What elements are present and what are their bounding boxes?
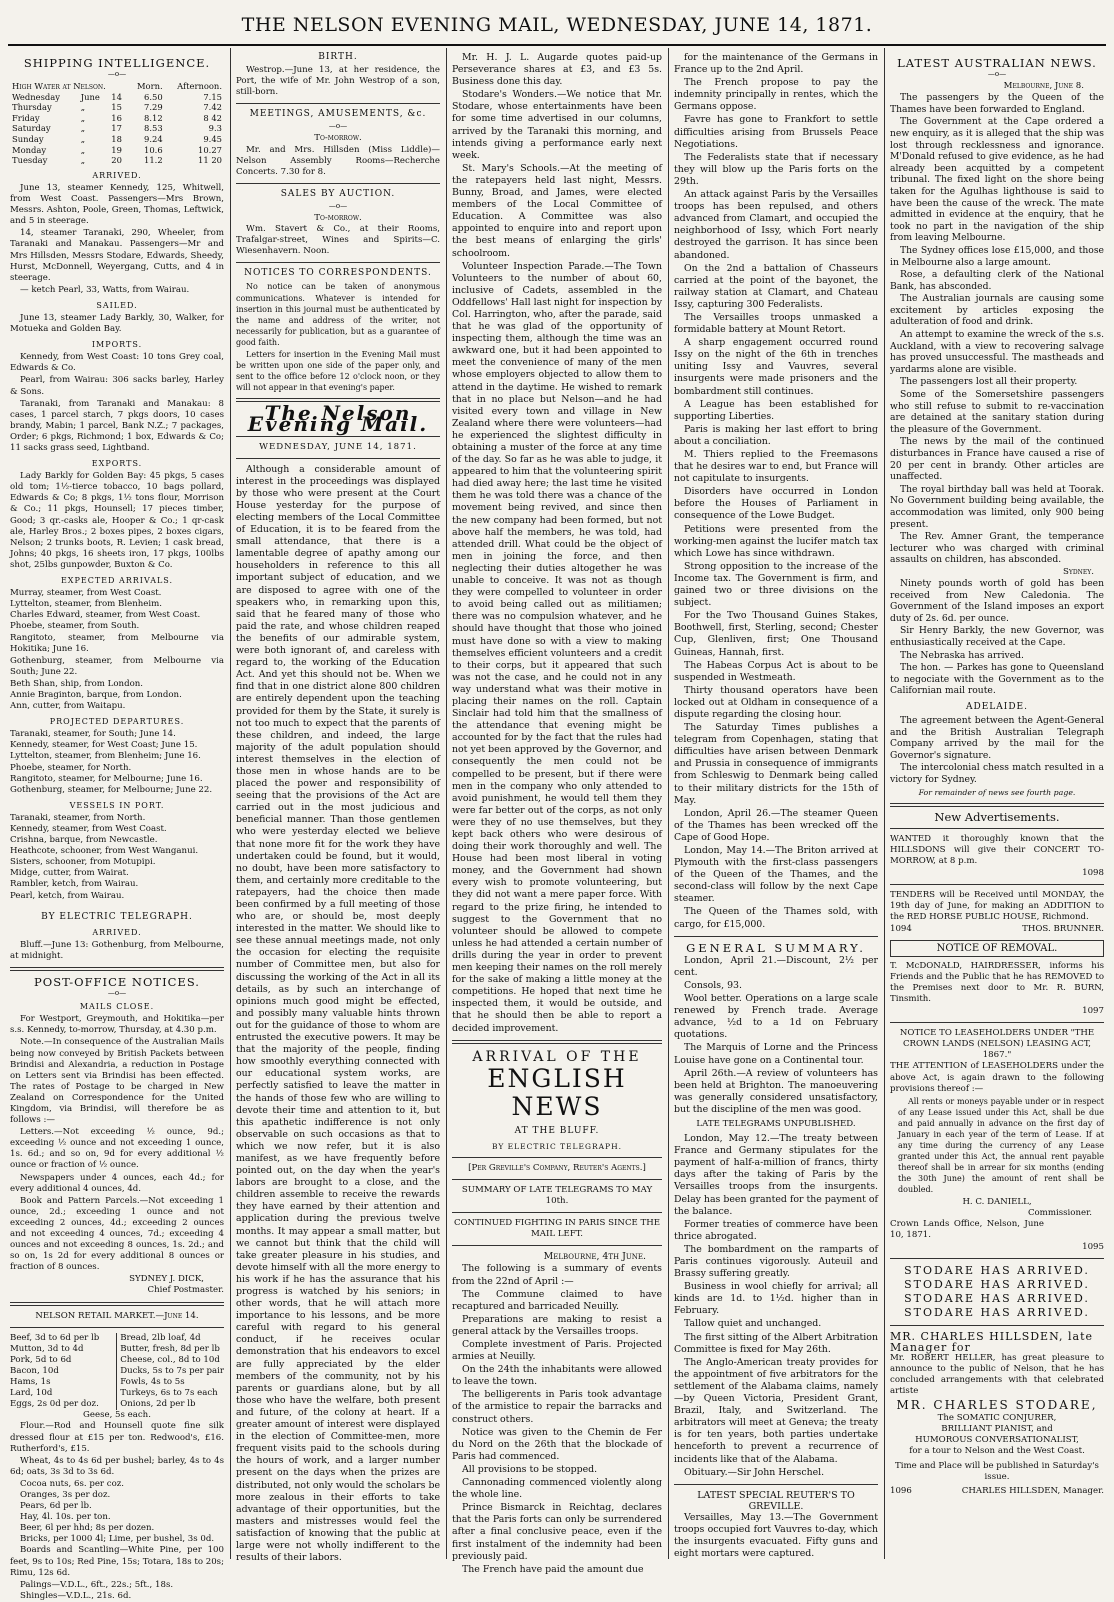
shipping-title: SHIPPING INTELLIGENCE. xyxy=(23,56,211,70)
column-5 xyxy=(890,52,1104,1559)
late-telegrams-heading: LATE TELEGRAMS UNPUBLISHED. xyxy=(696,1118,856,1129)
tide-morn: 8.12 xyxy=(144,112,163,123)
ornament: —o— xyxy=(107,989,127,998)
late-item: The Anglo-American treaty provides for the appointment of five arbitrators for the settlement of the Alabama claims, namely—by Queen Victoria, President Grant, Brazil, Italy, and Switzerland. The arbitrators will meet at Geneva; the treaty is for ten years, both parties undertake henceforth to prevent a recurrence of incidents like that of the Alabama. xyxy=(674,1356,878,1465)
projected-entry: Phoebe, steamer, for North. xyxy=(10,762,132,773)
section-rule xyxy=(452,1157,662,1158)
ornament: —o— xyxy=(987,70,1007,79)
australian-news-heading: LATEST AUSTRALIAN NEWS. xyxy=(897,56,1097,70)
tide-morn: 8.53 xyxy=(144,123,163,134)
arrival-entry: June 13, steamer Kennedy, 125, Whitwell, from West Coast. Passengers—Mrs Brown, Messrs. Ashton, Poole, Green, Thomas, Leftwick, and 5 in steerage. xyxy=(10,182,224,227)
meetings-heading: MEETINGS, AMUSEMENTS, &c. xyxy=(249,109,427,120)
news-item: An attack against Paris by the Versailles troops has been repulsed, and others advanced from Clamart, and occupied the neighborhood of Issy, which Fort nearly destroyed the garrison. It has since been abandoned. xyxy=(674,189,878,261)
ad-footer xyxy=(890,924,1104,935)
section-rule xyxy=(10,1327,224,1328)
market-item: Bacon, 10d xyxy=(10,1365,59,1376)
tide-day: Monday xyxy=(12,144,47,155)
tide-day: Sunday xyxy=(12,134,44,145)
expected-entry: Lyttelton, steamer, from Blenheim. xyxy=(10,599,162,610)
tide-day: Saturday xyxy=(12,123,51,134)
tide-header-row xyxy=(10,81,224,92)
news-item: The Versailles troops unmasked a formidable battery at Mount Retort. xyxy=(674,311,878,336)
section-rule xyxy=(10,1302,224,1306)
lease-office: Crown Lands Office, Nelson, June 10, 1871. xyxy=(890,1218,1044,1240)
news-item: Petitions were presented from the working-men against the lucifer match tax which Lowe has since withdrawn. xyxy=(674,523,878,559)
projected-entry: Rangitoto, steamer, for Melbourne; June 16. xyxy=(10,773,203,784)
exports-heading: EXPORTS. xyxy=(91,459,143,469)
market-prices xyxy=(10,1333,224,1411)
news-item: The French have paid the amount due xyxy=(462,1563,644,1575)
general-summary-heading: GENERAL SUMMARY. xyxy=(686,940,866,955)
auction-entry: Wm. Stavert & Co., at their Rooms, Trafalgar-street, Wines and Spirits—C. Wiesenhavern. Noon. xyxy=(236,224,440,257)
column-1 xyxy=(10,52,224,1601)
section-rule xyxy=(452,1212,662,1213)
sailed-entry: June 13, steamer Lady Barkly, 30, Walker, for Motueka and Golden Bay. xyxy=(10,312,224,335)
postmaster-title: Chief Postmaster. xyxy=(147,1285,224,1296)
inport-entry: Midge, cutter, from Wairat. xyxy=(10,868,129,879)
section-rule xyxy=(452,1179,662,1180)
section-rule xyxy=(890,803,1104,807)
tide-header-place: High Water at Nelson. xyxy=(12,81,106,92)
inport-entry: Kennedy, steamer, from West Coast. xyxy=(10,824,167,834)
section-rule xyxy=(10,967,224,971)
mail-notice: For Westport, Greymouth, and Hokitika—per s.s. Kennedy, to-morrow, Thursday, at 4.30 p.m. xyxy=(10,1014,224,1036)
tide-row xyxy=(10,134,224,145)
arrived-heading: ARRIVED. xyxy=(92,170,142,180)
notice-text: No notice can be taken of anonymous communications. Whatever is intended for insertion in this journal must be authenticated by the name and address of the writer, not necessarily for publication, but as a guarantee of good faith. xyxy=(236,282,440,347)
sydney-item: Ninety pounds worth of gold has been received from New Caledonia. The Government of the Island imposes an export duty of 2s. 6d. per ounce. xyxy=(890,578,1104,624)
ad-signature: CHARLES HILLSDEN, Manager. xyxy=(961,1486,1104,1497)
news-item: A sharp engagement occurred round Issy on the night of the 6th in trenches uniting Issy and Vauvres, several insurgents were made prisoners and the bombardment still continues. xyxy=(674,337,878,397)
meeting-entry: Mr. and Mrs. Hillsden (Miss Liddle)—Nelson Assembly Rooms—Recherche Concerts. 7.30 for 8. xyxy=(236,144,440,177)
section-rule xyxy=(890,1022,1104,1023)
aus-item: An attempt to examine the wreck of the s.s. Auckland, with a view to recovering salvage has proved unsuccessful. The mastheads and yardarms alone are visible. xyxy=(890,329,1104,375)
ad-text: T. McDONALD, HAIRDRESSER, informs his Friends and the Public that he has REMOVED to the Premises next door to Mr. R. BURN, Tinsmith. xyxy=(890,960,1104,1004)
projected-entry: Taranaki, steamer, for South; June 14. xyxy=(10,729,176,740)
aus-item: The Rev. Amner Grant, the temperance lecturer who was charged with criminal assaults on children, has absconded. xyxy=(890,531,1104,566)
tide-day: Tuesday xyxy=(12,155,48,166)
adelaide-item: The intercolonial chess match resulted in a victory for Sydney. xyxy=(890,762,1104,786)
tide-row xyxy=(10,92,224,103)
projected-heading: PROJECTED DEPARTURES. xyxy=(49,717,185,727)
aus-item: The news by the mail of the continued disturbances in France have caused a rise of 20 per cent in brandy. Other articles are unaffected. xyxy=(890,436,1104,483)
market-item: Bread, 2lb loaf, 4d xyxy=(120,1332,201,1343)
market-item: Beer, 6l per hhd; 8s per dozen. xyxy=(20,1523,155,1534)
news-item: Complete investment of Paris. Projected armies at Neuilly. xyxy=(452,1339,662,1363)
late-item: Obituary.—Sir John Herschel. xyxy=(684,1466,825,1478)
tide-day: Friday xyxy=(12,112,40,123)
section-rule xyxy=(236,103,440,104)
time-place-line: Time and Place will be published in Saturday's issue. xyxy=(895,1461,1099,1483)
stodare-line: STODARE HAS ARRIVED. xyxy=(904,1278,1090,1291)
news-item: The Commune claimed to have recaptured and barricaded Neuilly. xyxy=(452,1288,662,1312)
arrival-of-the-heading: ARRIVAL OF THE xyxy=(472,1048,642,1065)
market-title: NELSON RETAIL MARKET.—June 14. xyxy=(35,1310,199,1321)
hillsden-name: MR. CHARLES HILLSDEN, late Manager for xyxy=(890,1330,1093,1355)
ad-signature: THOS. BRUNNER. xyxy=(1022,924,1104,935)
ad-number: 1098 xyxy=(1082,868,1104,879)
section-rule xyxy=(452,1040,662,1044)
news-item: M. Thiers replied to the Freemasons that he desires war to end, but France will not capitulate to insurgents. xyxy=(674,449,878,485)
column-divider xyxy=(884,48,885,1559)
sydney-heading: Sydney. xyxy=(1063,566,1094,577)
stodare-line: STODARE HAS ARRIVED. xyxy=(904,1292,1090,1305)
tide-date: 16 xyxy=(111,112,122,123)
news-item: Notice was given to the Chemin de Fer du Nord on the 26th that the blockade of Paris had commenced. xyxy=(452,1426,662,1462)
mail-notice: Letters.—Not exceeding ½ ounce, 9d.; exceeding ½ ounce and not exceeding 1 ounce, 1s. 6d.; and so on, 9d for every additional ½ ounce or fraction of ½ ounce. xyxy=(10,1127,224,1171)
column-4 xyxy=(674,52,878,1559)
brilliant-line: BRILLIANT PIANIST, and xyxy=(941,1423,1053,1434)
tide-day: Wednesday xyxy=(12,91,60,102)
inport-entry: Crishna, barque, from Newcastle. xyxy=(10,835,158,846)
aus-item: The Sydney offices lose £15,000, and those in Melbourne also a large amount. xyxy=(890,244,1104,268)
market-item: Turkeys, 6s to 7s each xyxy=(120,1388,218,1399)
sailed-heading: SAILED. xyxy=(96,300,138,310)
tide-day: Thursday xyxy=(12,102,52,113)
market-item: Pork, 5d to 6d xyxy=(10,1354,72,1365)
import-entry: Taranaki, from Taranaki and Manakau: 8 cases, 1 parcel starch, 7 pkgs doors, 10 cases brandy, Mabin; 1 parcel, Bank N.Z.; 7 packages, Order; 6 pkgs, Richmond; 1 box, Edwards & Co; 11 sacks grass seed, Lightband. xyxy=(10,398,224,453)
ad-tenders xyxy=(890,890,1104,935)
projected-entry: Lyttelton, steamer, from Blenheim; June 16. xyxy=(10,751,201,762)
news-item: The following is a summary of events from the 22nd of April :— xyxy=(452,1263,662,1287)
expected-entry: Rangitoto, steamer, from Melbourne via Hokitika; June 16. xyxy=(10,632,224,654)
birth-heading: BIRTH. xyxy=(318,52,358,62)
mail-notice: Newspapers under 4 ounces, each 4d.; for every additional 4 ounces, 4d. xyxy=(10,1172,224,1194)
notice-text: Letters for insertion in the Evening Mail must be written upon one side of the paper only, and sent to the office before 12 o'clock noon, or they will not appear in that evening's paper. xyxy=(236,349,440,393)
section-rule xyxy=(452,1245,662,1246)
ad-number: 1095 xyxy=(1082,1241,1104,1252)
local-news-item: Mr. H. J. L. Augarde quotes paid-up Perseverance shares at £3, and £3 5s. Business done this day. xyxy=(452,52,662,88)
adelaide-item: The agreement between the Agent-General and the British Australian Telegraph Company arrived by the mail for the Governor's signature. xyxy=(890,715,1104,761)
tide-table xyxy=(10,81,224,166)
expected-entry: Gothenburg, steamer, from Melbourne via South; June 22. xyxy=(10,655,224,677)
news-item: The Saturday Times publishes a telegram from Copenhagen, stating that difficulties have arisen between Denmark and Prussia in consequence of immigrants from Schleswig to Denmark being called to their military districts for the 15th of May. xyxy=(674,722,878,806)
expected-entry: Murray, steamer, from West Coast. xyxy=(10,588,162,599)
tide-date: 17 xyxy=(111,123,122,134)
tide-afternoon: 7.15 xyxy=(203,91,222,102)
export-entry: Lady Barkly for Golden Bay: 45 pkgs, 5 cases old tom; 1½-tierce tobacco, 10 bags pollard, Edwards & Co; 8 pkgs, 1½ tons flour, Morrison & Co.; 11 pkgs, Hounsell; 17 pieces timber, Good; 3 qr.-casks ale, Hooper & Co.; 1 qr-cask ale, Harley Bros.; 2 boxes pipes, 2 boxes cigars, Nelson; 2 trunks boots, R. Levien; 1 cask bread, Johns; 40 pkgs, 16 sheets iron, 17 pkgs, 100lbs shot, 25lbs gunpowder, Buxton & Co. xyxy=(10,471,224,570)
tide-afternoon: 9.45 xyxy=(203,134,222,145)
expected-entry: Phoebe, steamer, from South. xyxy=(10,621,140,632)
tide-date: 15 xyxy=(111,102,122,113)
tide-month: „ xyxy=(80,144,86,155)
news-item: Cannonading commenced violently along the whole line. xyxy=(452,1477,662,1501)
by-telegraph-label: BY ELECTRIC TELEGRAPH. xyxy=(491,1141,623,1151)
market-item: Beef, 3d to 6d per lb xyxy=(10,1332,100,1343)
tide-month: „ xyxy=(80,134,86,145)
tour-line: for a tour to Nelson and the West Coast. xyxy=(909,1445,1085,1456)
section-rule xyxy=(236,262,440,263)
paper-nameplate: The Nelson Evening Mail. xyxy=(247,401,429,437)
inport-entry: Taranaki, steamer, from North. xyxy=(10,812,146,823)
continued-heading: CONTINUED FIGHTING IN PARIS SINCE THE MAIL LEFT. xyxy=(453,1218,661,1240)
reuter-heading: LATEST SPECIAL REUTER'S TO GREVILLE. xyxy=(697,1489,855,1512)
masthead-rule xyxy=(8,44,1106,46)
import-entry: Pearl, from Wairau: 306 sacks barley, Harley & Sons. xyxy=(10,375,224,397)
market-right xyxy=(116,1333,224,1411)
market-item: Fowls, 4s to 5s xyxy=(120,1377,185,1388)
section-rule xyxy=(890,884,1104,885)
tide-afternoon: 10.27 xyxy=(198,144,222,155)
news-item: Preparations are making to resist a general attack by the Versailles troops. xyxy=(452,1313,662,1337)
news-item: London, April 26.—The steamer Queen of the Thames has been wrecked off the Cape of Good Hope. xyxy=(674,807,878,843)
news-dateline: Melbourne, 4th June. xyxy=(543,1251,646,1263)
news-item: A League has been established for supporting Liberties. xyxy=(674,398,878,422)
telegraph-entry: Bluff.—June 13: Gothenburg, from Melbourne, at midnight. xyxy=(10,939,224,961)
section-rule xyxy=(890,1325,1104,1326)
local-news-item: St. Mary's Schools.—At the meeting of the ratepayers held last night, Messrs. Bunny, Broad, and James, were elected members of the Local Committee of Education. A Committee was also appointed to enquire into and report upon the best means of enlarging the girls' schoolroom. xyxy=(452,162,662,259)
projected-entry: Kennedy, steamer, for West Coast; June 15. xyxy=(10,740,198,751)
news-item: The Habeas Corpus Act is about to be suspended in Westmeath. xyxy=(674,659,878,683)
tide-morn: 11.2 xyxy=(144,155,163,166)
tide-row xyxy=(10,102,224,113)
expected-entry: Annie Braginton, barque, from London. xyxy=(10,689,182,700)
news-item: Disorders have occurred in London before the Houses of Parliament in consequence of the Lowe Budget. xyxy=(674,486,878,522)
news-item: The Federalists state that if necessary they will blow up the Paris forts on the 29th. xyxy=(674,151,878,187)
ornament: —o— xyxy=(328,201,348,210)
ad-footer xyxy=(890,1486,1104,1497)
telegraph-heading: BY ELECTRIC TELEGRAPH. xyxy=(41,911,193,922)
aus-item: The Government at the Cape ordered a new enquiry, as it is alleged that the ship was lost through recklessness and ignorance. M'Donald refused to give evidence, as he had already been acquitted by a competent tribunal. The fixed light on the shore being taken for the Agulhas lighthouse is said to have been the cause of the wreck. The mate admitted in evidence at the enquiry, that he took no part in the navigation of the ship from leaving Melbourne. xyxy=(890,116,1104,244)
import-entry: Kennedy, from West Coast: 10 tons Grey coal, Edwards & Co. xyxy=(10,352,224,374)
news-item: On the 2nd a battalion of Chasseurs carried at the point of the bayonet, the railway station at Clamart, and Chateau Issy, capturing 300 Federalists. xyxy=(674,262,878,310)
late-item: Business in wool chiefly for arrival; all kinds are 1d. to 1½d. higher than in February. xyxy=(674,1281,878,1317)
tide-morn: 7.29 xyxy=(144,102,163,113)
mail-notice: Book and Pattern Parcels.—Not exceeding 1 ounce, 2d.; exceeding 1 ounce and not exceeding 2 ounces, 4d.; exceeding 2 ounces and not exceeding 4 ounces, 7d.; exceeding 4 ounces and not exceeding 8 ounces, 1s. 2d.; and so on, 1s 2d for every additional 8 ounces or fraction of 8 ounces. xyxy=(10,1195,224,1273)
lease-body: All rents or moneys payable under or in respect of any Lease issued under this Act, shall be due and paid annually in advance on the first day of January in each year of the term of Lease. If at any time during the currency of any Lease granted under this Act, the annual rent payable thereof shall be in arrear for six months (ending the 30th June) the amount of rent shall be doubled. xyxy=(898,1096,1104,1195)
reuter-item: Versailles, May 13.—The Government troops occupied fort Vauvres to-day, which the insurgents evacuated. Fifty guns and eight mortars were captured. xyxy=(674,1511,878,1560)
mails-heading: MAILS CLOSE. xyxy=(79,1002,155,1012)
mail-notice: Note.—In consequence of the Australian Mails being now conveyed by British Packets between Brindisi and Alexandria, a reduction in Postage on Letters sent via Brindisi has been effected. The rates of Postage to be charged in New Zealand on Correspondence for the United Kingdom, via Brindisi, will therefore be as follows :— xyxy=(10,1037,224,1126)
english-news-heading: ENGLISH NEWS xyxy=(487,1063,627,1121)
market-item: Pears, 6d per lb. xyxy=(20,1501,92,1512)
aus-item: The passengers lost all their property. xyxy=(900,376,1078,388)
market-item: Geese, 5s each. xyxy=(83,1410,151,1421)
adelaide-heading: ADELAIDE. xyxy=(966,701,1028,712)
sydney-item: The hon. — Parkes has gone to Queensland to negociate with the Government as to the Californian mail route. xyxy=(890,662,1104,697)
general-item: London, April 21.—Discount, 2½ per cent. xyxy=(674,954,878,978)
ad-text: WANTED it thoroughly known that the HILLSDONS will give their CONCERT TO-MORROW, at 8 p.m. xyxy=(890,833,1104,866)
postmaster-name: SYDNEY J. DICK, xyxy=(129,1274,204,1285)
news-item: The French propose to pay the indemnity principally in rentes, which the Germans oppose. xyxy=(674,77,878,113)
tide-date: 18 xyxy=(111,134,122,145)
market-item: Cheese, col., 8d to 10d xyxy=(120,1354,220,1365)
market-item: Oranges, 3s per doz. xyxy=(20,1489,111,1500)
tide-month: „ xyxy=(80,155,86,166)
aus-item: The royal birthday ball was held at Toorak. No Government building being available, the accommodation was limited, only 900 being present. xyxy=(890,483,1104,530)
lease-title: Commissioner. xyxy=(1027,1207,1092,1218)
section-rule xyxy=(890,828,1104,829)
ad-wanted xyxy=(890,834,1104,879)
section-rule xyxy=(890,1258,1104,1259)
tide-header-morn: Morn. xyxy=(136,81,163,92)
imports-heading: IMPORTS. xyxy=(91,340,143,350)
market-item: Mutton, 3d to 4d xyxy=(10,1343,84,1354)
ad-number: 1097 xyxy=(1082,1006,1104,1017)
sydney-item: The Nebraska has arrived. xyxy=(900,649,1024,661)
column-2 xyxy=(236,52,440,1564)
telegraph-subheading: ARRIVED. xyxy=(92,927,142,937)
section-rule xyxy=(236,183,440,184)
removal-box xyxy=(890,940,1104,957)
stodare-line: STODARE HAS ARRIVED. xyxy=(904,1264,1090,1277)
tide-header-afternoon: Afternoon. xyxy=(177,81,222,92)
column-divider xyxy=(668,48,669,1559)
market-item: Palings—V.D.L., 6ft., 22s.; 5ft., 18s. xyxy=(20,1579,174,1590)
aus-item: The passengers by the Queen of the Thames have been forwarded to England. xyxy=(890,92,1104,115)
tide-date: 14 xyxy=(111,91,122,102)
market-left xyxy=(10,1333,112,1411)
column-divider xyxy=(230,48,231,1559)
remainder-note: For remainder of news see fourth page. xyxy=(918,787,1076,797)
editorial-dateline: WEDNESDAY, JUNE 14, 1871. xyxy=(259,441,417,452)
news-item: Favre has gone to Frankfort to settle difficulties arising from Brussels Peace Negotiations. xyxy=(674,114,878,150)
birth-notice: Westrop.—June 13, at her residence, the Port, the wife of Mr. John Westrop of a son, still-born. xyxy=(236,65,440,98)
expected-entry: Charles Edward, steamer, from West Coast. xyxy=(10,610,201,621)
inport-entry: Sisters, schooner, from Motupipi. xyxy=(10,857,156,868)
post-office-title: POST-OFFICE NOTICES. xyxy=(34,975,200,990)
tide-morn: 10.6 xyxy=(144,144,163,155)
editorial-text: Although a considerable amount of interest in the proceedings was displayed by those who were present at the Court House yesterday for the purpose of electing members of the Local Committee of Education, it is to be feared from the small attendance, that there is a lamentable degree of apathy among our householders in reference to this all important subject of education, and we are disposed to agree with one of the speakers who, in remarking upon this, said that he feared many of those who paid the rate, and whose children reaped the benefits of our admirable system, were both ignorant of, and careless with regard to, the working of the Education Act. And yet this should not be. When we find that in one district alone 800 children are entirely dependent upon the teaching provided for them by the State, it surely is not too much to expect that the parents of these children, and indeed, the large majority of the adult population should interest themselves in the election of those men in whose hands are to be placed the power and responsibility of seeing that the provisions of the Act are carried out in the most judicious and beneficial manner. Than those gentlemen who were yesterday elected we believe that none more fit for the work they have undertaken could be found, but it would, no doubt, have been more satisfactory to them, and certainly more creditable to the ratepayers, had the choice then made been confirmed by a full meeting of those who are, or should be, most deeply interested in the matter. We should like to see these annual meetings made, not only the occasion for electing the requisite number of Committee men, but also for discussing the working of the Act in all its details, as by such an interchange of opinions much good might be effected, and possibly many valuable hints thrown out for the guidance of those to whom are entrusted the executive powers. It may be that the majority of the people, finding how smoothly everything connected with our educational system works, are perfectly satisfied to leave the matter in the hands of those few who are willing to devote their time and attention to it, but this apathetic indifference is not only observable on such occasions as that to which we now refer, but it is also manifest, as we have frequently before pointed out, on the day when the year's labors are brought to a close, and the children assemble to receive the rewards they have earned by their attention and application during the previous twelve months. It may appear a small matter, but we cannot but think that the child will take greater pleasure in his studies, and devote himself with all the more energy to his work if he has the assurance that his progress is watched by his seniors; in other words, that he will attach more importance to his lessons, and be more careful with regard to his general conduct, if he receives ocular demonstration that his endeavors to excel are fully appreciated by the elder members of the community, not by his parents or guardians alone, but by all those who have the welfare, both present and future, of the colony at heart. If a greater amount of interest were displayed in the election of Committee-men, more frequent visits paid to the schools during the hours of work, and a larger number present on the days when the prizes are distributed, not only would the scholars be more zealous in their efforts to take advantage of their opportunities, but the masters and mistresses would feel the satisfaction of knowing that the public at large were not wholly indifferent to the results of their labors. xyxy=(236,463,440,1564)
masthead: THE NELSON EVENING MAIL, WEDNESDAY, JUNE 14, 1871. xyxy=(241,14,873,36)
market-item: Flour.—Rod and Hounsell quote fine silk dressed flour at £15 per ton. Redwood's, £16. Rutherford's, £15. xyxy=(10,1421,224,1454)
inport-entry: Heathcote, schooner, from West Wanganui. xyxy=(10,846,199,857)
stodare-line: STODARE HAS ARRIVED. xyxy=(904,1306,1090,1319)
general-item: April 26th.—A review of volunteers has been held at Brighton. The manoeuvering was generally considered unsatisfactory, but the discipline of the men was good. xyxy=(674,1067,878,1115)
ad-removal xyxy=(890,961,1104,1017)
market-item: Ducks, 5s to 7s per pair xyxy=(120,1365,224,1376)
ad-number: 1094 xyxy=(890,924,912,935)
melbourne-dateline: Melbourne, June 8. xyxy=(1003,81,1084,92)
news-item: for the maintenance of the Germans in France up to the 2nd April. xyxy=(674,52,878,76)
market-item: Boards and Scantling—White Pine, per 100 feet, 9s to 10s; Red Pine, 15s; Totara, 18s to 20s; Rimu, 12s 6d. xyxy=(10,1545,224,1578)
new-ads-heading: New Advertisements. xyxy=(934,809,1060,824)
notices-heading: NOTICES TO CORRESPONDENTS. xyxy=(244,268,432,279)
news-item: Prince Bismarck in Reichtag, declares that the Paris forts can only be surrendered after a final conclusive peace, even if the first instalment of the indemnity had been previously paid. xyxy=(452,1502,662,1562)
general-item: Consols, 93. xyxy=(684,979,742,991)
inport-entry: Rambler, ketch, from Wairau. xyxy=(10,879,139,890)
news-item: Thirty thousand operators have been locked out at Oldham in consequence of a dispute regarding the closing hour. xyxy=(674,684,878,720)
market-item: Onions, 2d per lb xyxy=(120,1399,196,1410)
tide-date: 20 xyxy=(111,155,122,166)
section-rule xyxy=(236,458,440,459)
tide-date: 19 xyxy=(111,144,122,155)
tide-row xyxy=(10,123,224,134)
arrival-entry: 14, steamer Taranaki, 290, Wheeler, from Taranaki and Manakau. Passengers—Mr and Mrs Hillsden, Messrs Stodare, Edwards, Sheedy, Hurst, McDonnell, Weyergang, Cutts, and 4 in steerage. xyxy=(10,228,224,283)
stodare-name: MR. CHARLES STODARE, xyxy=(896,1397,1098,1412)
tide-morn: 9.24 xyxy=(144,134,163,145)
tide-row xyxy=(10,155,224,166)
ornament: —o— xyxy=(107,70,127,79)
market-item: Shingles—V.D.L., 21s. 6d. xyxy=(20,1590,132,1601)
tide-afternoon: 7.42 xyxy=(203,102,222,113)
projected-entry: Gothenburg, steamer, for Melbourne; June 22. xyxy=(10,784,213,795)
lease-intro: THE ATTENTION of LEASEHOLDERS under the above Act, is again drawn to the following provisions thereof :— xyxy=(890,1061,1104,1094)
lease-heading: NOTICE TO LEASEHOLDERS UNDER "THE CROWN LANDS (NELSON) LEASING ACT, 1867." xyxy=(899,1028,1095,1061)
late-item: The first sitting of the Albert Arbitration Committee is fixed for May 26th. xyxy=(674,1331,878,1355)
section-rule xyxy=(674,936,878,937)
tomorrow-label: To-morrow. xyxy=(314,212,362,223)
hillsden-text: Mr. ROBERT HELLER, has great pleasure to announce to the public of Nelson, that he has concluded arrangements with that celebrated artiste xyxy=(890,1353,1104,1397)
expected-heading: EXPECTED ARRIVALS. xyxy=(60,576,174,586)
removal-heading: NOTICE OF REMOVAL. xyxy=(936,942,1058,954)
tide-month: „ xyxy=(80,123,86,134)
arrival-entry: — ketch Pearl, 33, Watts, from Wairau. xyxy=(20,284,190,295)
market-item: Butter, fresh, 8d per lb xyxy=(120,1343,220,1354)
section-rule xyxy=(674,1484,878,1485)
tide-morn: 6.50 xyxy=(144,91,163,102)
market-item: Hay, 4l. 10s. per ton. xyxy=(20,1512,111,1523)
market-item: Hams, 1s xyxy=(10,1377,51,1388)
news-item: On the 24th the inhabitants were allowed to leave the town. xyxy=(452,1364,662,1388)
market-item: Wheat, 4s to 4s 6d per bushel; barley, 4s to 4s 6d; oats, 3s 3d to 3s 6d. xyxy=(10,1455,224,1477)
late-item: Tallow quiet and unchanged. xyxy=(684,1318,822,1330)
aus-item: The Australian journals are causing some excitement by articles exposing the adulteration of food and drink. xyxy=(890,293,1104,328)
sydney-item: Sir Henry Barkly, the new Governor, was enthusiastically received at the Cape. xyxy=(890,625,1104,648)
market-item: Eggs, 2s 0d per doz. xyxy=(10,1399,99,1410)
news-item: The Queen of the Thames sold, with cargo, for £15,000. xyxy=(674,906,878,930)
tide-month: June xyxy=(80,91,100,102)
tide-row xyxy=(10,113,224,124)
tide-afternoon: 11 20 xyxy=(198,155,222,166)
summary-heading: SUMMARY OF LATE TELEGRAMS TO MAY 10th. xyxy=(461,1184,653,1207)
lease-signature: H. C. DANIELL, xyxy=(962,1196,1032,1207)
tide-month: „ xyxy=(80,112,86,123)
news-item: Strong opposition to the increase of the Income tax. The Government is firm, and gained two or three divisions on the subject. xyxy=(674,560,878,609)
expected-entry: Beth Shan, ship, from London. xyxy=(10,678,144,689)
market-item: Lard, 10d xyxy=(10,1388,53,1399)
tide-month: „ xyxy=(80,102,86,113)
auction-heading: SALES BY AUCTION. xyxy=(280,188,396,199)
market-item: Cocoa nuts, 6s. per coz. xyxy=(20,1478,125,1489)
inport-heading: VESSELS IN PORT. xyxy=(69,800,165,810)
aus-item: Some of the Somersetshire passengers who still refuse to submit to re-vaccination are detained at the sanitary station during the pleasure of the Government. xyxy=(890,389,1104,435)
ad-text: TENDERS will be Received until MONDAY, the 19th day of June, for making an ADDITION to the RED HORSE PUBLIC HOUSE, Richmond. xyxy=(890,890,1104,923)
tide-afternoon: 8 42 xyxy=(203,112,222,123)
general-item: The Marquis of Lorne and the Princess Louise have gone on a Continental tour. xyxy=(674,1042,878,1066)
somatic-line: The SOMATIC CONJURER, xyxy=(937,1412,1057,1423)
news-item: All provisions to be stopped. xyxy=(462,1463,598,1475)
late-item: Former treaties of commerce have been thrice abrogated. xyxy=(674,1218,878,1242)
general-item: Wool better. Operations on a large scale renewed by French trade. Average advance, ½d to a 1d on February quotations. xyxy=(674,993,878,1041)
late-item: London, May 12.—The treaty between France and Germany stipulates for the payment of half-a-million of francs, thirty days after the taking of Paris by the Versailles troops from the insurgents. Delay has been granted for the payment of the balance. xyxy=(674,1133,879,1217)
inport-entry: Pearl, ketch, from Wairau. xyxy=(10,890,125,901)
aus-item: Rose, a defaulting clerk of the National Bank, has absconded. xyxy=(890,269,1104,292)
expected-entry: Ann, cutter, from Waitapu. xyxy=(10,701,126,712)
news-item: The belligerents in Paris took advantage of the armistice to repair the barracks and construct others. xyxy=(452,1389,662,1425)
local-news-item: Volunteer Inspection Parade.—The Town Volunteers to the number of about 60, inclusive of Cadets, assembled in the Oddfellows' Hall last night for inspection by Col. Harrington, who, after the parade, said that he was glad of the opportunity of inspecting them, although the time was an awkward one, but it had been appointed to meet the convenience of many of the men whose employers objected to allow them to attend in the daytime. He wished to remark that in no place but Nelson—and he had visited every town and village in New Zealand where there were volunteers—had he experienced the slightest difficulty in obtaining a muster of the force at any time of the day. So far as he was able to judge, it appeared to him that the volunteering spirit had died away here; the last time he visited them he was told there was a chance of the movement being revived, and since then the new company had been formed, but not above half the members, he was told, had attended drill. What could be the object of men in joining the force, and then neglecting their duties altogether he was unable to conceive. It was not as though they were compelled to volunteer in order to avoid being called out as militiamen; there was no compulsion whatever, and he should have thought that those who joined must have done so with a view to making themselves efficient volunteers and a credit to their corps, but it appeared that such was not the case, and he could not in any way understand what was their motive in placing their names on the roll. Captain Sinclair had told him that the smallness of the attendance that evening might be accounted for by the fact that the rules had not yet been approved by the Governor, and consequently the men could not be compelled to be present, but if there were men in the company who only attended to avoid punishment, he would tell them they were far better out of the corps, as not only were they of no use themselves, but they kept back others who were desirous of doing their work thoroughly and well. The House had been most liberal in voting money, and the Government had shown every wish to promote volunteering, but they did not want a mere paper force. With regard to the prize firing, he intended to suggest to the Government that no volunteer should be allowed to compete unless he had attended a certain number of drills during the year in order to prevent men keeping their names on the roll merely for the sake of making a little money at the competitions. He hoped that next time he inspected them, it would be outside, and that he should then be able to report a decided improvement. xyxy=(452,260,662,1034)
ornament: —o— xyxy=(328,122,348,131)
news-item: Paris is making her last effort to bring about a conciliation. xyxy=(674,423,878,447)
market-item: Bricks, per 1000 4l; Lime, per bushel, 3s 0d. xyxy=(20,1534,215,1545)
at-bluff-heading: AT THE BLUFF. xyxy=(514,1125,600,1136)
local-news-item: Stodare's Wonders.—We notice that Mr. Stodare, whose entertainments have been for some time advertised in our columns, arrived by the Taranaki this morning, and intends giving a performance early next week. xyxy=(452,89,662,161)
humorous-line: HUMOROUS CONVERSATIONALIST, xyxy=(915,1434,1079,1445)
column-3 xyxy=(452,52,662,1575)
news-item: For the Two Thousand Guines Stakes, Boothwell, first, Sterling, second; Chester Cup, Glenliven, first; One Thousand Guineas, Hannah, first. xyxy=(674,610,878,658)
ad-number: 1096 xyxy=(890,1486,912,1497)
late-item: The bombardment on the ramparts of Paris continues vigorously. Auteuil and Brassy suffering greatly. xyxy=(674,1243,878,1280)
agents-credit: [Per Greville's Company, Reuter's Agents.] xyxy=(468,1162,646,1173)
tide-afternoon: 9.3 xyxy=(208,123,222,134)
tomorrow-label: To-morrow. xyxy=(314,133,362,144)
column-divider xyxy=(446,48,447,1559)
tide-row xyxy=(10,145,224,156)
news-item: London, May 14.—The Briton arrived at Plymouth with the first-class passengers of the Queen of the Thames, and the second-class will follow by the next Cape steamer. xyxy=(674,845,878,905)
